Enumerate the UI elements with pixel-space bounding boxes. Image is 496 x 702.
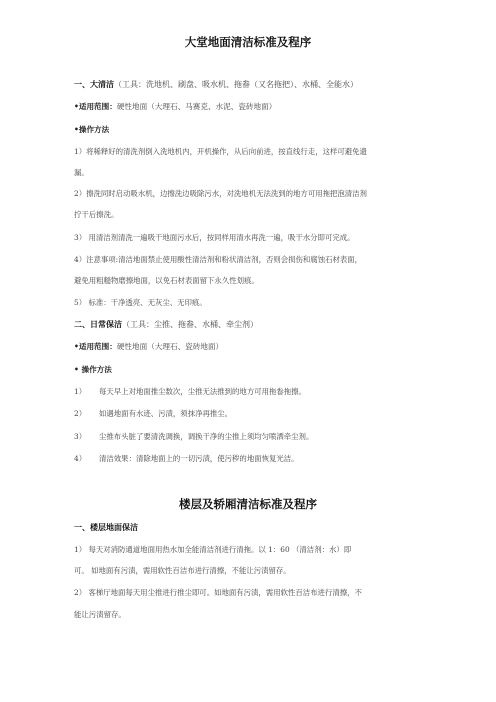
step-1-line-a: 1）将稀释好的清洗剂倒入洗地机内，开机操作，从后向前进，按直线行走，这样可避免遗 [74, 147, 367, 156]
scope-line [74, 341, 223, 352]
step-4-line-a: 4）注意事项:清洁地面禁止使用酸性清洁剂和粉状清洁剂，否则会损伤和腐蚀石材表面， [74, 255, 363, 264]
scope-line [74, 101, 276, 112]
step-3-line: 3） 用清洁剂清洗一遍吸干地面污水后，按同样用清水再洗一遍，吸干水分即可完成。 [74, 233, 355, 242]
step-2-line-b: 拧干后擦洗。 [74, 210, 119, 219]
list-item [74, 408, 232, 419]
step-1-line-b: 漏。 [74, 168, 89, 177]
item-text: 如遇地面有水迹、污渍，须抹净再推尘。 [99, 409, 233, 418]
section-tools-text: （工具：尘推、拖畚、水桶、牵尘剂） [122, 320, 258, 329]
method-heading [74, 124, 109, 135]
method-heading-text: •操作方法 [74, 125, 110, 134]
section-heading-text: 二、日常保洁 [74, 320, 122, 329]
floor-step-2-line-a: 2） 客梯厅地面每天用尘推进行推尘即可。如地面有污渍，需用软性百洁布进行清擦，不 [74, 588, 362, 597]
item-number: 2） [74, 409, 87, 418]
step-2-line-a: 2）擦洗同时启动吸水机，边擦洗边吸除污水，对洗地机无法洗到的地方可用拖把泡清洁剂 [74, 189, 367, 198]
section-tools-text: （工具：洗地机、刷盘、吸水机、拖畚（又名拖把）、水桶、全能水） [114, 80, 358, 89]
list-item [74, 386, 306, 397]
scope-value: 硬性地面（大理石、瓷砖地面） [116, 342, 224, 351]
method-heading [74, 364, 112, 375]
section-heading-text: 一、楼层地面保洁 [74, 523, 138, 532]
section-heading-text: 一、大清洁 [74, 80, 114, 89]
item-text: 尘推布头脏了要清洗调换，调换干净的尘推上须均匀喷洒牵尘剂。 [99, 432, 314, 441]
method-heading-text: • 操作方法 [74, 365, 112, 374]
floor-step-2-line-b: 能让污渍留存。 [74, 610, 126, 619]
section-daily-clean-heading [74, 319, 258, 330]
scope-label: •适用范围： [74, 102, 117, 111]
item-number: 1） [74, 387, 87, 396]
list-item [74, 453, 299, 464]
item-number: 4） [74, 454, 87, 463]
floor-elevator-title: 楼层及轿厢清洁标准及程序 [179, 497, 317, 511]
list-item [74, 431, 313, 442]
scope-value: 硬性地面（大理石、马赛克、水泥、瓷砖地面） [116, 102, 277, 111]
step-4-line-b: 避免用粗糙物磨擦地面，以免石材表面留下永久性划痕。 [74, 276, 259, 285]
lobby-floor-title: 大堂地面清洁标准及程序 [184, 35, 312, 49]
floor-step-1-line-a: 1） 每天对消防通道地面用热水加全能清洁剂进行清拖。以 1：60 （清洁剂：水）即 [74, 545, 352, 554]
item-text: 每天早上对地面推尘数次，尘推无法推到的地方可用拖畚拖擦。 [99, 387, 306, 396]
step-5-line: 5） 标准：干净透亮、无灰尘、无印痕。 [74, 298, 207, 307]
scope-label: •适用范围： [74, 342, 117, 351]
item-text: 清洁效果：清除地面上的一切污渍，使污秽的地面恢复光洁。 [99, 454, 299, 463]
floor-step-1-line-b: 可。 如地面有污渍，需用软性百洁布进行清擦，不能让污渍留存。 [74, 566, 291, 575]
item-number: 3） [74, 432, 87, 441]
section-floor-care-heading [74, 522, 138, 533]
section-deep-clean-heading [74, 79, 358, 90]
